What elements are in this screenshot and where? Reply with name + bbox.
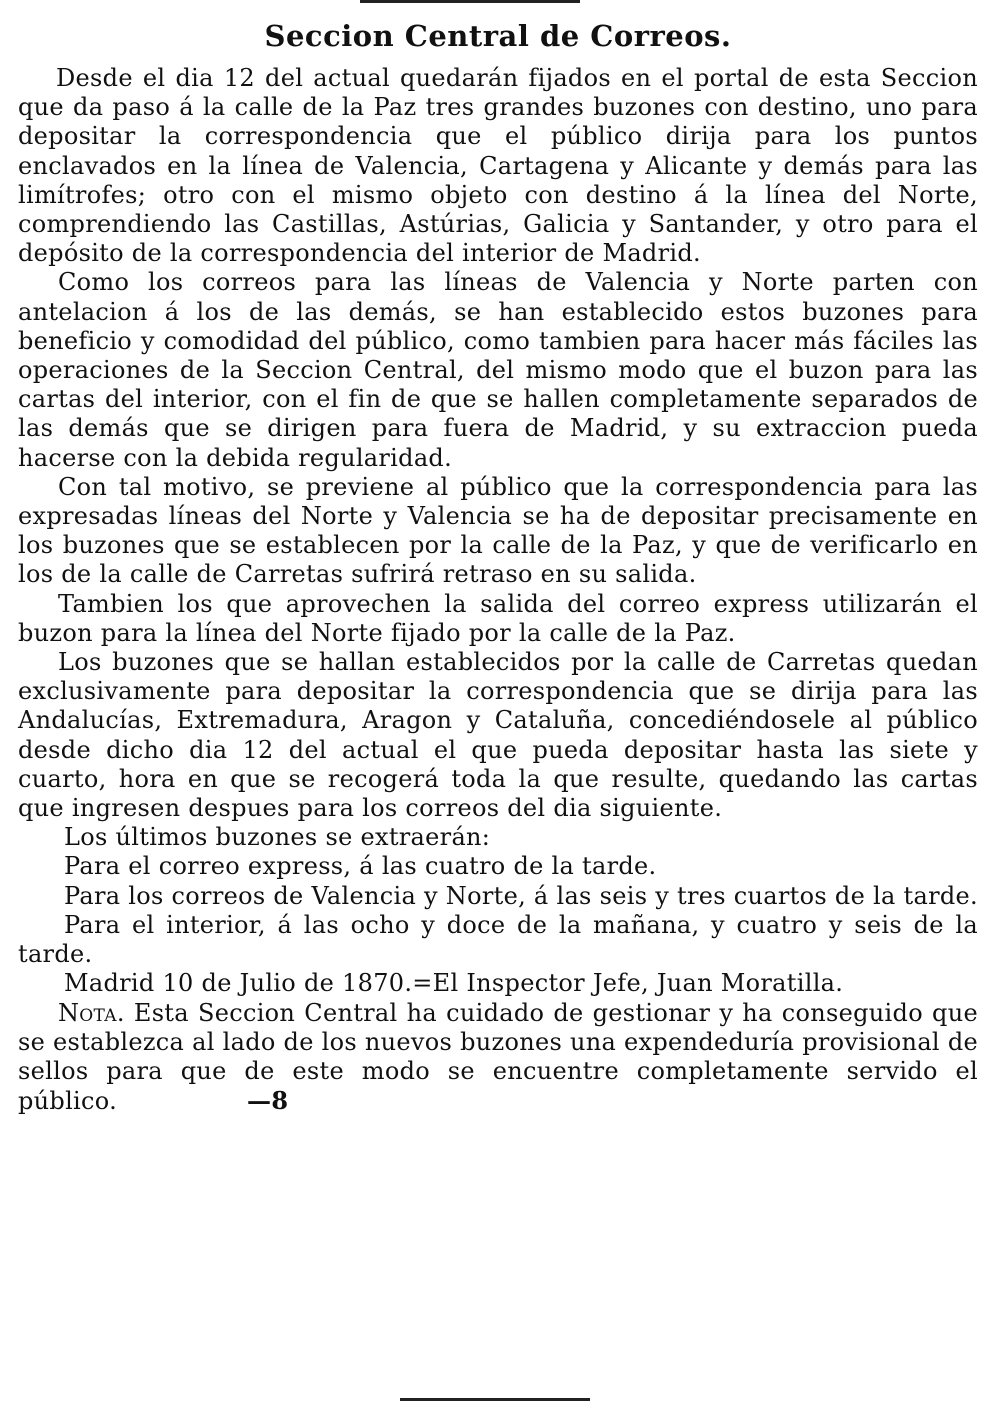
paragraph: Con tal motivo, se previene al público que la correspondencia para las expresadas líneas del Norte y Valencia se ha de depositar precisamente en los buzones que se establecen por la calle de la Paz, y que de verificarlo en los de la calle de Carretas sufrirá retraso en su salida.	[18, 472, 978, 589]
paragraph: Tambien los que aprovechen la salida del correo express utilizarán el buzon para la línea del Norte fijado por la calle de la Paz.	[18, 589, 978, 647]
schedule-item: Para los correos de Valencia y Norte, á las seis y tres cuartos de la tarde.	[64, 881, 978, 910]
schedule-item: Para el correo express, á las cuatro de la tarde.	[64, 852, 657, 881]
paragraph: Desde el dia 12 del actual quedarán fijados en el portal de esta Seccion que da paso á la calle de la Paz tres grandes buzones con destino, uno para depositar la correspondencia que el público dirija para los puntos enclavados en la línea de Valencia, Cartagena y Alicante y demás para las limítrofes; otro con el mismo objeto con destino á la línea del Norte, comprendiendo las Castillas, Astúrias, Galicia y Santander, y otro para el depósito de la correspondencia del interior de Madrid.	[18, 64, 978, 268]
nota-text: Esta Seccion Central ha cuidado de gestionar y ha conseguido que se establezca al lado de los nuevos buzones una expendeduría provisional de sellos para que de este modo se encuentre completamente servido el público.	[18, 998, 978, 1116]
document-title: Seccion Central de Correos.	[264, 19, 732, 53]
nota-label: Nota.	[58, 998, 125, 1027]
paragraph: Como los correos para las líneas de Valencia y Norte parten con antelacion á los de las demás, se han establecido estos buzones para beneficio y comodidad del público, como tambien para hacer más fáciles las operaciones de la Seccion Central, del mismo modo que el buzon para las cartas del interior, con el fin de que se hallen completamente separados de las demás que se dirigen para fuera de Madrid, y su extraccion pueda hacerse con la debida regularidad.	[18, 268, 978, 472]
signature-line: Madrid 10 de Julio de 1870.=El Inspector Jefe, Juan Moratilla.	[64, 969, 844, 998]
paragraph: Los buzones que se hallan establecidos por la calle de Carretas quedan exclusivamente para depositar la correspondencia que se dirija para las Andalucías, Extremadura, Aragon y Cataluña, concediéndosele al público desde dicho dia 12 del actual el que pueda depositar hasta las siete y cuarto, hora en que se recogerá toda la que resulte, quedando las cartas que ingresen despues para los correos del dia siguiente.	[18, 648, 978, 823]
top-rule	[360, 0, 580, 3]
schedule-item: Para el interior, á las ocho y doce de la mañana, y cuatro y seis de la tarde.	[18, 910, 978, 969]
nota-paragraph	[18, 999, 978, 1117]
bottom-rule	[400, 1398, 590, 1401]
paragraph: Los últimos buzones se extraerán:	[64, 823, 491, 852]
document-page	[18, 18, 978, 1116]
insertion-mark: —8	[247, 1086, 289, 1116]
